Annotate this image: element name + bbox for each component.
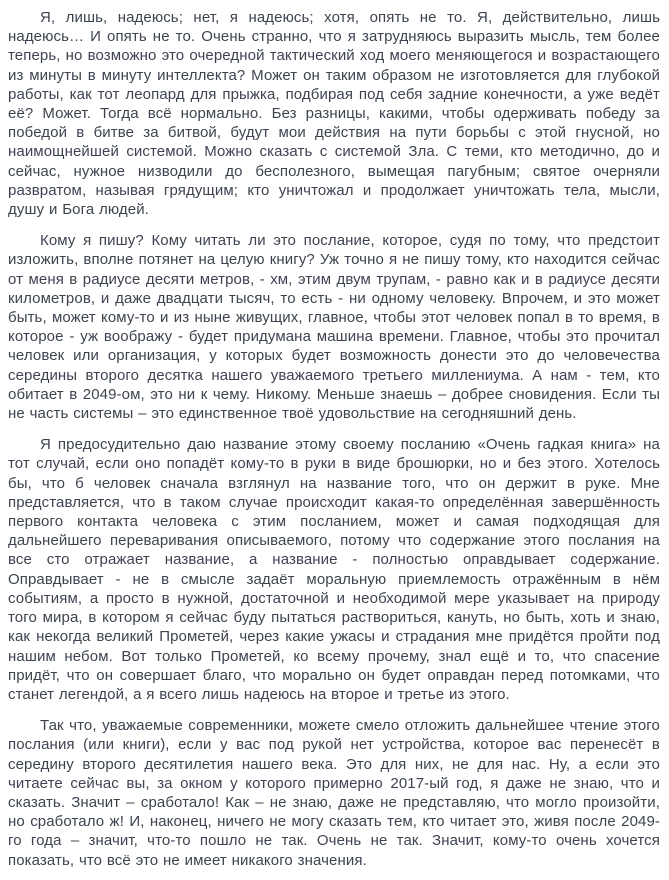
paragraph: Так что, уважаемые современники, можете смело отложить дальнейшее чтение этого послания (или книги), если у вас под рукой нет устройства, которое вас перенесёт в середину второго десятилетия нашего века. Это для них, не для нас. Ну, а если это читаете сейчас вы, за окном у которого примерно 2017-ый год, я даже не знаю, что и сказать. Значит – сработало! Как – не знаю, даже не представляю, что могло произойти, но сработало ж! И, наконец, ничего не могу сказать тем, кто читает это, живя после 2049-го года – значит, что-то пошло не так. Очень не так. Значит, кому-то очень хочется показать, что всё это не имеет никакого значения. (8, 717, 660, 869)
paragraph: Кому я пишу? Кому читать ли это послание, которое, судя по тому, что предстоит изложить, вполне потянет на целую книгу? Уж точно я не пишу тому, кто находится сейчас от меня в радиусе десяти метров, - хм, этим двум трупам, - равно как и в радиусе десяти километров, и даже двадцати тысяч, то есть - ни одному человеку. Впрочем, и это может быть, может кому-то и из ныне живущих, главное, чтобы этот человек попал в то время, в которое - уж воображу - будет придумана машина времени. Главное, чтобы это прочитал человек или организация, у которых будет возможность донести это до человечества середины второго десятка нашего уважаемого третьего миллениума. А нам - тем, кто обитает в 2049-ом, это ни к чему. Никому. Меньше знаешь – добрее сновидения. Если ты не часть системы – это единственное твоё удовольствие на сегодняшний день. (8, 232, 660, 423)
paragraph: Я, лишь, надеюсь; нет, я надеюсь; хотя, опять не то. Я, действительно, лишь надеюсь… И опять не то. Очень странно, что я затрудняюсь выразить мысль, тем более теперь, но возможно это очередной тактический ход моего меняющегося и возрастающего из минуты в минуту интеллекта? Может он таким образом не изготовляется для глубокой работы, как тот леопард для прыжка, подбирая под себя задние конечности, а уже ведёт её? Может. Тогда всё нормально. Без разницы, какими, чтобы одерживать победу за победой в битве за битвой, будут мои действия на пути борьбы с этой гнусной, но наимощнейшей системой. Можно сказать с системой Зла. С теми, кто методично, до и сейчас, нужное низводили до бесполезного, вымещая пагубным; святое очерняли развратом, называя грядущим; кто уничтожал и продолжает уничтожать тела, мысли, душу и Бога людей. (8, 9, 660, 219)
paragraph: Я предосудительно даю название этому своему посланию «Очень гадкая книга» на тот случай, если оно попадёт кому-то в руки в виде брошюрки, но и без этого. Хотелось бы, что б человек сначала взглянул на название того, что он держит в руке. Мне представляется, что в таком случае происходит какая-то определённая завершённость первого контакта человека с этим посланием, может и самая подходящая для дальнейшего переваривания описываемого, потому что содержание этого послания на все сто отражает название, а название - полностью оправдывает содержание. Оправдывает - не в смысле задаёт моральную приемлемость отражённым в нём событиям, а просто в нужной, достаточной и необходимой мере указывает на природу того мира, в котором я сейчас буду пытаться раствориться, кануть, но быть, хоть и знаю, как некогда великий Прометей, через какие ужасы и страдания мне придётся пройти под нашим небом. Вот только Прометей, ко всему прочему, знал ещё и то, что спасение придёт, что он совершает благо, что морально он будет оправдан перед потомками, что станет легендой, а я всего лишь надеюсь на второе и третье из этого. (8, 436, 660, 703)
